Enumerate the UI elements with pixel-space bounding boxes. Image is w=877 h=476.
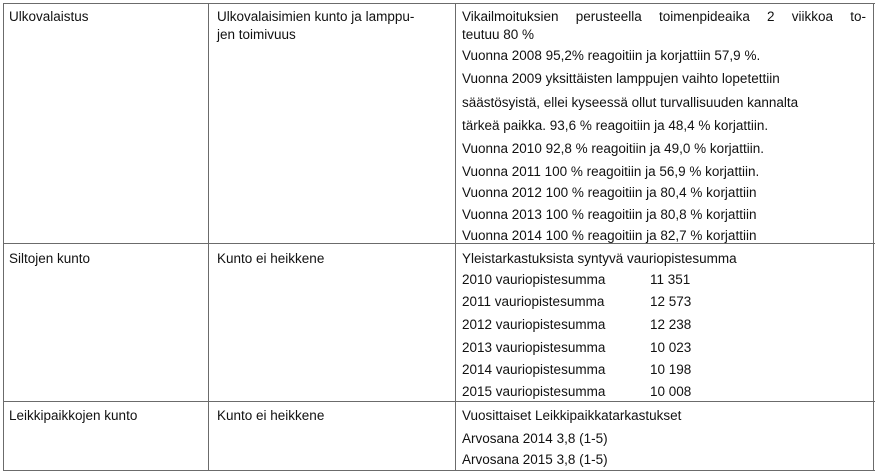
indicator-text: Kunto ei heikkene <box>217 251 325 266</box>
details-line: teutuu 80 % <box>462 27 535 42</box>
indicator-text: Kunto ei heikkene <box>217 408 325 423</box>
details-line: Vuonna 2014 100 % reagoitiin ja 82,7 % korjattiin <box>462 228 757 243</box>
indicator-text: jen toimivuus <box>217 27 296 42</box>
details-line: Vuonna 2009 yksittäisten lamppujen vaihto lopetettiin <box>462 71 780 86</box>
score-year-label: 2014 vauriopistesumma <box>462 362 606 377</box>
details-line: Vuonna 2010 92,8 % reagoitiin ja 49,0 % korjattiin. <box>462 141 764 156</box>
score-value: 10 008 <box>650 384 692 399</box>
column-divider <box>208 3 209 471</box>
table-border-top <box>3 3 875 4</box>
details-line: Vuosittaiset Leikkipaikkatarkastukset <box>462 408 682 423</box>
details-line: Vuonna 2012 100 % reagoitiin ja 80,4 % korjattiin <box>462 185 757 200</box>
details-line: Vuonna 2013 100 % reagoitiin ja 80,8 % korjattiin <box>462 207 757 222</box>
score-value: 12 238 <box>650 317 692 332</box>
score-year-label: 2012 vauriopistesumma <box>462 317 606 332</box>
table-border-right <box>873 3 874 471</box>
score-year-label: 2015 vauriopistesumma <box>462 384 606 399</box>
score-year-label: 2010 vauriopistesumma <box>462 272 606 287</box>
score-value: 10 198 <box>650 362 692 377</box>
score-year-label: 2011 vauriopistesumma <box>462 294 605 309</box>
row-label: Siltojen kunto <box>9 251 91 266</box>
details-line: Vuonna 2008 95,2% reagoitiin ja korjattiin 57,9 %. <box>462 48 761 63</box>
details-heading: Yleistarkastuksista syntyvä vauriopistesumma <box>462 251 737 266</box>
details-line: Arvosana 2014 3,8 (1-5) <box>462 431 608 446</box>
indicator-text: Ulkovalaisimien kunto ja lamppu- <box>217 9 415 24</box>
score-year-label: 2013 vauriopistesumma <box>462 340 606 355</box>
details-line: säästösyistä, ellei kyseessä ollut turvallisuuden kannalta <box>462 95 799 110</box>
row-label: Leikkipaikkojen kunto <box>9 408 138 423</box>
row-label: Ulkovalaistus <box>9 9 89 24</box>
score-value: 12 573 <box>650 294 692 309</box>
row-divider <box>3 401 875 402</box>
table-border-bottom <box>3 470 875 471</box>
score-value: 11 351 <box>650 272 691 287</box>
details-line: Arvosana 2015 3,8 (1-5) <box>462 452 608 467</box>
column-divider <box>455 3 456 471</box>
details-line: tärkeä paikka. 93,6 % reagoitiin ja 48,4 % korjattiin. <box>462 118 769 133</box>
details-line: Vikailmoituksien perusteella toimenpideaika 2 viikkoa to- <box>462 9 866 24</box>
table-border-left <box>3 3 4 471</box>
details-line: Vuonna 2011 100 % reagoitiin ja 56,9 % korjattiin. <box>462 164 760 179</box>
score-value: 10 023 <box>650 340 692 355</box>
